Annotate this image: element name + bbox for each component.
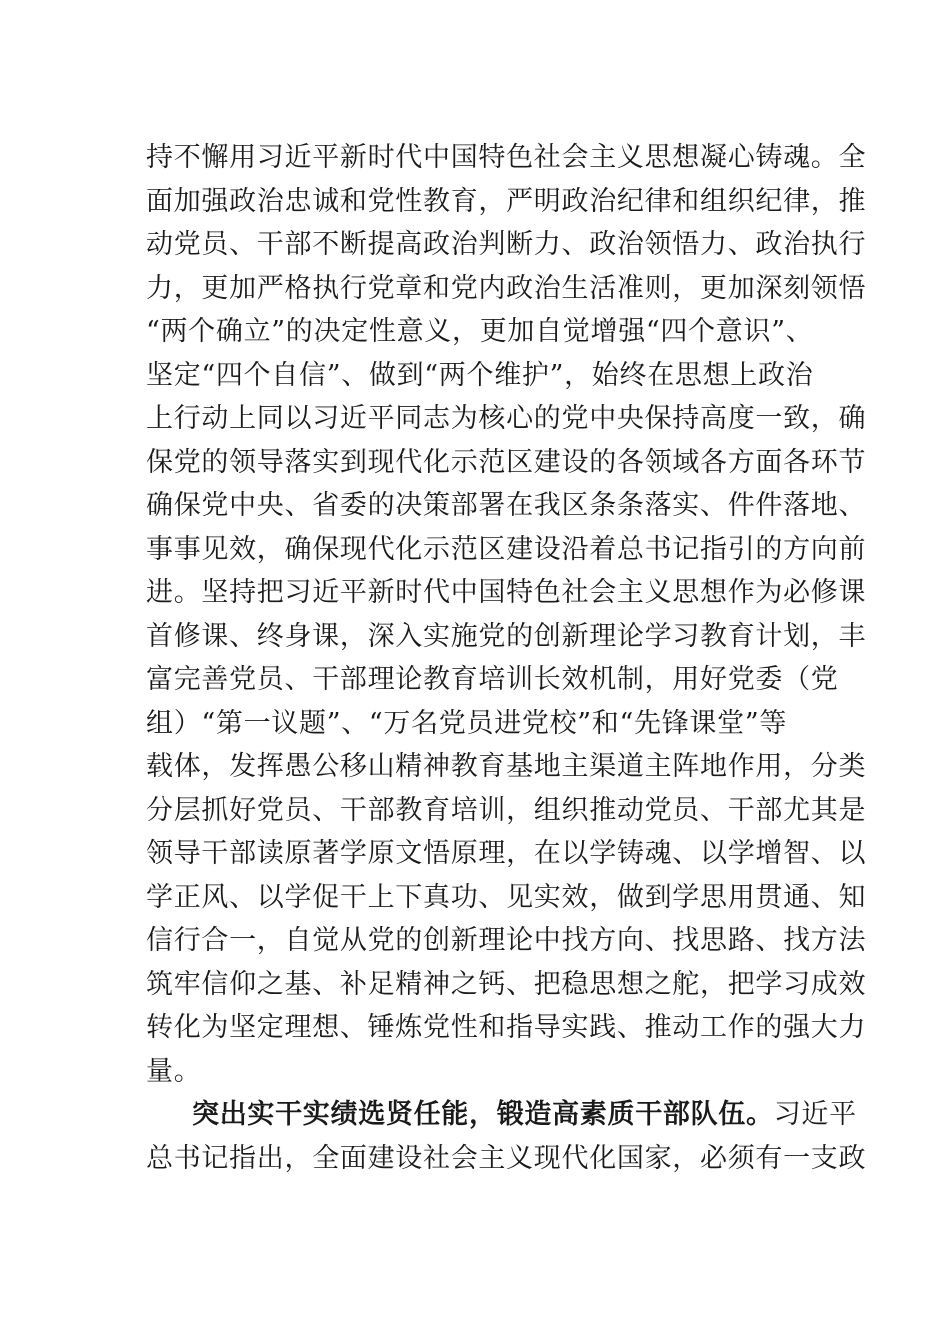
- text-line: 进。坚持把习近平新时代中国特色社会主义思想作为必修课: [146, 577, 867, 608]
- document-body: [146, 136, 867, 1180]
- text-line: 载体，发挥愚公移山精神教育基地主渠道主阵地作用，分类: [146, 751, 867, 782]
- text-line: 保党的领导落实到现代化示范区建设的各领域各方面各环节: [146, 446, 867, 478]
- text-line: 动党员、干部不断提高政治判断力、政治领悟力、政治执行: [146, 229, 867, 260]
- text-line: 面加强政治忠诚和党性教育，严明政治纪律和组织纪律，推: [146, 185, 867, 217]
- paragraph-2: [146, 1093, 867, 1180]
- text-line: [146, 1093, 857, 1137]
- text-line: 上行动上同以习近平同志为核心的党中央保持高度一致，确: [146, 403, 867, 434]
- text-line: 领导干部读原著学原文悟原理，在以学铸魂、以学增智、以: [146, 838, 867, 869]
- text-line: 力，更加严格执行党章和党内政治生活准则，更加深刻领悟: [146, 272, 867, 304]
- text-line: 信行合一，自觉从党的创新理论中找方向、找思路、找方法: [146, 925, 867, 956]
- text-line: 坚定“四个自信”、做到“两个维护”，始终在思想上政治: [146, 359, 814, 391]
- paragraph-heading: 突出实干实绩选贤任能，锻造高素质干部队伍。: [192, 1099, 774, 1130]
- text-line: 学正风、以学促干上下真功、见实效，做到学思用贯通、知: [146, 881, 867, 913]
- text-line: “两个确立”的决定性意义，更加自觉增强“四个意识”、: [146, 316, 814, 347]
- text-line: 分层抓好党员、干部教育培训，组织推动党员、干部尤其是: [146, 794, 867, 826]
- paragraph-1: [146, 136, 867, 1093]
- text-line: 组）“第一议题”、“万名党员进党校”和“先锋课堂”等: [146, 707, 788, 739]
- text-line: 总书记指出，全面建设社会主义现代化国家，必须有一支政: [146, 1142, 867, 1174]
- text-line: 筑牢信仰之基、补足精神之钙、把稳思想之舵，把学习成效: [146, 968, 867, 1000]
- text-line: 首修课、终身课，深入实施党的创新理论学习教育计划，丰: [146, 620, 867, 652]
- text-line: 确保党中央、省委的决策部署在我区条条落实、件件落地、: [146, 490, 867, 521]
- text-line: 量。: [146, 1055, 202, 1087]
- paragraph-text: 习近平: [773, 1099, 857, 1130]
- text-line: 富完善党员、干部理论教育培训长效机制，用好党委（党: [146, 664, 839, 695]
- text-line: 持不懈用习近平新时代中国特色社会主义思想凝心铸魂。全: [146, 142, 867, 173]
- text-line: 事事见效，确保现代化示范区建设沿着总书记指引的方向前: [146, 533, 867, 565]
- text-line: 转化为坚定理想、锤炼党性和指导实践、推动工作的强大力: [146, 1012, 867, 1043]
